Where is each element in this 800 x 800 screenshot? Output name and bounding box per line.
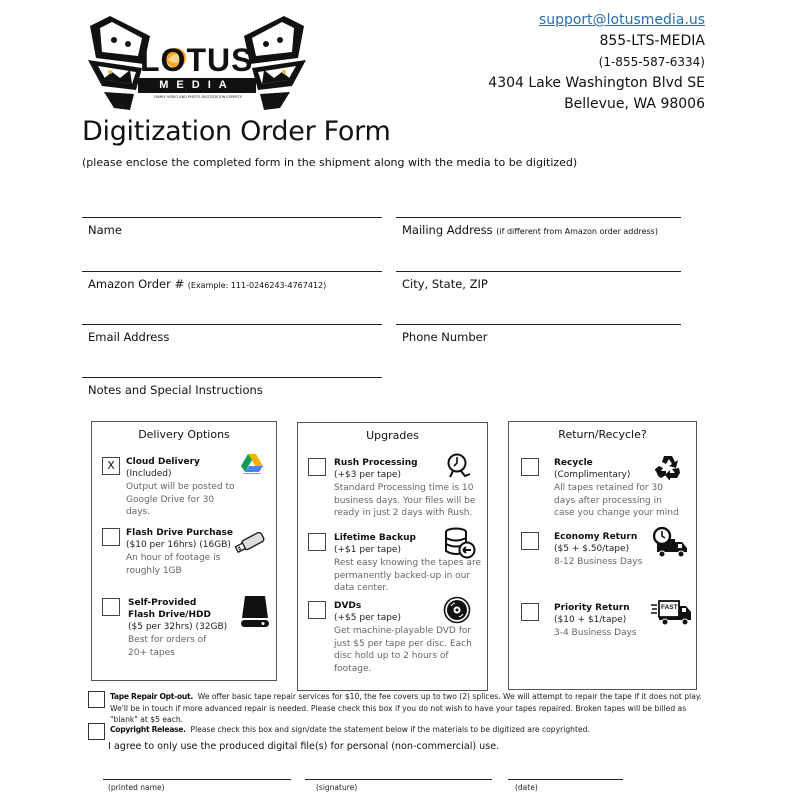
dvd-disc-icon: [443, 596, 471, 624]
amazon-order-field[interactable]: [82, 271, 382, 291]
personal-use-agreement: I agree to only use the produced digital file(s) for personal (non-commercial) use.: [108, 741, 500, 752]
address-line1: 4304 Lake Washington Blvd SE: [488, 75, 705, 91]
economy-return-checkbox[interactable]: [521, 532, 539, 550]
copyright-release-title: Copyright Release.: [110, 725, 186, 734]
recycle-checkbox[interactable]: [521, 458, 539, 476]
printed-name-line[interactable]: [103, 779, 291, 792]
option-desc: 3-4 Business Days: [554, 628, 637, 638]
copyright-release-text: Copyright Release. Please check this box and sign/date the statement below if the materials to be digitized are copyrighted.: [110, 725, 590, 734]
delivery-options-panel: [91, 421, 277, 681]
phone-numeric: (1-855-587-6334): [598, 55, 705, 69]
flash-drive-purchase-checkbox[interactable]: [102, 528, 120, 546]
option-name: Self-Provided: [128, 598, 197, 608]
option-price: (Included): [126, 469, 172, 479]
option-price: (+$5 per tape): [334, 613, 401, 623]
return-recycle-title: Return/Recycle?: [558, 428, 647, 441]
page-title: Digitization Order Form: [82, 116, 391, 147]
option-name: Lifetime Backup: [334, 533, 416, 543]
page-subtitle: (please enclose the completed form in the shipment along with the media to be digitized): [82, 156, 578, 169]
tape-repair-title: Tape Repair Opt-out.: [110, 692, 193, 701]
mailing-address-hint: (if different from Amazon order address): [496, 227, 658, 236]
mailing-address-label: Mailing Address (if different from Amazon order address): [402, 223, 658, 237]
phone-field[interactable]: [396, 324, 681, 344]
support-email-link[interactable]: support@lotusmedia.us: [538, 12, 705, 28]
email-field[interactable]: [82, 324, 382, 344]
option-desc: Output will be posted to Google Drive for 30 days.: [126, 482, 235, 517]
copyright-release-checkbox[interactable]: [88, 723, 105, 740]
name-field[interactable]: [82, 217, 382, 237]
name-label: Name: [88, 223, 122, 237]
amazon-order-hint: (Example: 111-0246243-4767412): [187, 281, 327, 290]
rush-processing-checkbox[interactable]: [308, 458, 326, 476]
date-label: (date): [515, 783, 538, 792]
option-desc: 8-12 Business Days: [554, 557, 643, 567]
option-price: ($5 + $.50/tape): [554, 544, 630, 554]
option-desc: An hour of footage is roughly 1GB: [126, 553, 221, 576]
dvds-checkbox[interactable]: [308, 601, 326, 619]
logo-wordmark: LOTUS: [140, 42, 254, 78]
address-line2: Bellevue, WA 98006: [564, 96, 705, 112]
database-backup-icon: [444, 527, 476, 559]
option-name: Flash Drive Purchase: [126, 528, 234, 538]
phone-vanity: 855-LTS-MEDIA: [599, 33, 705, 49]
option-desc: Rest easy knowing the tapes are permanently backed-up in our data center.: [334, 558, 481, 593]
signature-label: (signature): [316, 783, 358, 792]
option-name: Priority Return: [554, 603, 630, 613]
signature-line[interactable]: [305, 779, 492, 792]
hard-drive-icon: [240, 594, 270, 628]
option-price: ($10 + $1/tape): [554, 615, 627, 625]
email-label: Email Address: [88, 330, 170, 344]
upgrades-panel: [297, 422, 488, 691]
city-state-zip-field[interactable]: [396, 271, 681, 291]
option-price: (Complimentary): [554, 470, 631, 480]
lotus-media-logo: [84, 14, 310, 112]
usb-drive-icon: [234, 530, 268, 554]
delivery-options-title: Delivery Options: [138, 428, 230, 441]
delivery-truck-clock-icon: [653, 527, 689, 559]
phone-label: Phone Number: [402, 330, 488, 344]
return-recycle-panel: [508, 421, 697, 690]
option-desc: Standard Processing time is 10 business days. Your files will be ready in just 2 days with Rush.: [334, 483, 476, 518]
option-desc: Best for orders of 20+ tapes: [128, 635, 207, 658]
option-name: Recycle: [554, 458, 593, 468]
option-name: DVDs: [334, 601, 362, 611]
printed-name-label: (printed name): [108, 783, 165, 792]
recycle-icon: [655, 454, 681, 480]
mailing-address-field[interactable]: [396, 217, 681, 237]
tape-repair-text: Tape Repair Opt-out. We offer basic tape repair services for $10, the fee covers up to two (2) splices. We will attempt to repair the tape if it does not play. We'll be in touch if more advanced repair is needed. Please check this box if you do not wish to have your tapes repaired. Broken tapes will be billed as "blank" at $5 each.: [110, 692, 702, 724]
google-drive-icon: [240, 453, 264, 475]
running-clock-icon: [445, 452, 473, 480]
option-desc: All tapes retained for 30 days after processing in case you change your mind: [554, 483, 679, 518]
contact-block: [488, 10, 705, 115]
priority-return-checkbox[interactable]: [521, 603, 539, 621]
option-name-line2: Flash Drive/HDD: [128, 610, 211, 620]
option-price: ($10 per 16hrs) (16GB): [126, 540, 231, 550]
fast-label: FAST: [661, 604, 678, 611]
notes-label: Notes and Special Instructions: [88, 383, 263, 397]
logo-subwordmark: MEDIA: [138, 78, 256, 93]
option-name: Rush Processing: [334, 458, 418, 468]
option-desc: Get machine-playable DVD for just $5 per tape per disc. Each disc hold up to 2 hours of footage.: [334, 626, 472, 674]
option-price: ($5 per 32hrs) (32GB): [128, 622, 228, 632]
option-name: Cloud Delivery: [126, 457, 200, 467]
option-price: (+$1 per tape): [334, 545, 401, 555]
lifetime-backup-checkbox[interactable]: [308, 533, 326, 551]
self-provided-checkbox[interactable]: [102, 598, 120, 616]
logo-tagline: FAMILY VIDEO AND PHOTO DIGITIZATION EXPERTS: [154, 95, 242, 99]
cloud-delivery-checkbox[interactable]: X: [102, 457, 120, 475]
notes-field[interactable]: [82, 377, 382, 397]
option-price: (+$3 per tape): [334, 470, 401, 480]
option-name: Economy Return: [554, 532, 638, 542]
city-state-zip-label: City, State, ZIP: [402, 277, 488, 291]
date-line[interactable]: [508, 779, 623, 792]
upgrades-title: Upgrades: [366, 429, 419, 442]
amazon-order-label: Amazon Order # (Example: 111-0246243-4767412): [88, 277, 327, 291]
tape-repair-optout-checkbox[interactable]: [88, 691, 105, 708]
fast-truck-icon: [651, 599, 693, 627]
